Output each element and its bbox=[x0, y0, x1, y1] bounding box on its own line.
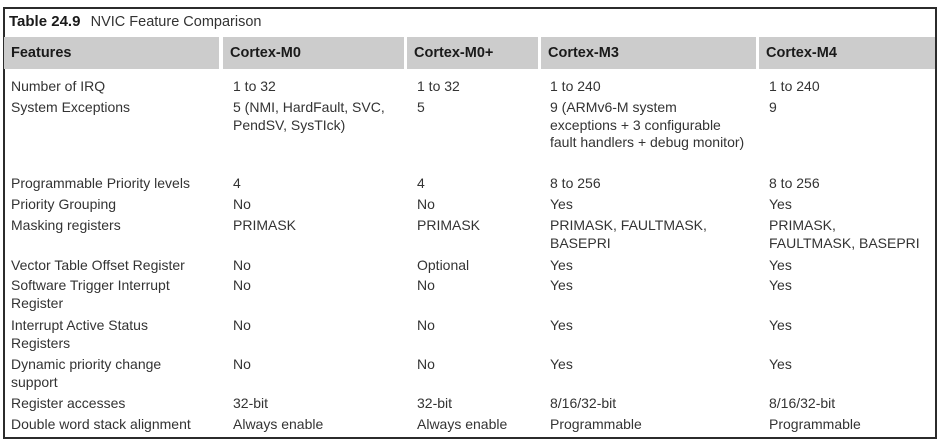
cell-m0: 5 (NMI, HardFault, SVC, PendSV, SysTIck) bbox=[233, 99, 385, 133]
table-number: Table 24.9 bbox=[9, 13, 81, 30]
cell-m4: Yes bbox=[769, 356, 792, 372]
cell-m0plus: Always enable bbox=[417, 416, 508, 432]
cell-m3: Yes bbox=[550, 317, 573, 333]
feature-name: Priority Grouping bbox=[11, 196, 117, 212]
feature-name: Software Trigger Interrupt Register bbox=[11, 277, 170, 311]
cell-m0plus: 4 bbox=[417, 175, 425, 191]
cell-m0: Always enable bbox=[233, 416, 324, 432]
cell-m0plus: No bbox=[417, 356, 435, 372]
cell-m0plus: 1 to 32 bbox=[417, 78, 460, 94]
cell-m3: 1 to 240 bbox=[550, 78, 601, 94]
feature-name: Vector Table Offset Register bbox=[11, 257, 185, 273]
cell-m0: No bbox=[233, 196, 251, 212]
cell-m3: 9 (ARMv6-M system exceptions + 3 configurable fault handlers + debug monitor) bbox=[550, 99, 745, 150]
cell-m4: 1 to 240 bbox=[769, 78, 820, 94]
cell-m0: PRIMASK bbox=[233, 217, 297, 233]
cell-m0plus: PRIMASK bbox=[417, 217, 481, 233]
header-cortex-m3: Cortex-M3 bbox=[541, 37, 756, 69]
cell-m0: 1 to 32 bbox=[233, 78, 276, 94]
feature-name: Masking registers bbox=[11, 217, 121, 233]
cell-m3: 8/16/32-bit bbox=[550, 395, 617, 411]
header-features: Features bbox=[4, 37, 219, 69]
cell-m0plus: 5 bbox=[417, 99, 425, 115]
cell-m0: 32-bit bbox=[233, 395, 269, 411]
feature-name: Interrupt Active Status Registers bbox=[11, 317, 148, 351]
feature-name: System Exceptions bbox=[11, 99, 131, 115]
cell-m0plus: 32-bit bbox=[417, 395, 453, 411]
cell-m3: Yes bbox=[550, 277, 573, 293]
cell-m3: Programmable bbox=[550, 416, 642, 432]
header-cortex-m0plus: Cortex-M0+ bbox=[407, 37, 538, 69]
cell-m3: Yes bbox=[550, 257, 573, 273]
cell-m0plus: Optional bbox=[417, 257, 470, 273]
feature-name: Programmable Priority levels bbox=[11, 175, 190, 191]
cell-m4: 8 to 256 bbox=[769, 175, 820, 191]
feature-name: Register accesses bbox=[11, 395, 126, 411]
header-cortex-m0: Cortex-M0 bbox=[223, 37, 404, 69]
cell-m4: 8/16/32-bit bbox=[769, 395, 836, 411]
cell-m0plus: No bbox=[417, 317, 435, 333]
cell-m3: PRIMASK, FAULTMASK, BASEPRI bbox=[550, 217, 707, 251]
cell-m0: No bbox=[233, 257, 251, 273]
cell-m0plus: No bbox=[417, 277, 435, 293]
cell-m0plus: No bbox=[417, 196, 435, 212]
cell-m3: Yes bbox=[550, 196, 573, 212]
table-title: NVIC Feature Comparison bbox=[90, 14, 262, 30]
cell-m4: Programmable bbox=[769, 416, 861, 432]
cell-m4: Yes bbox=[769, 317, 792, 333]
header-cortex-m4: Cortex-M4 bbox=[759, 37, 935, 69]
feature-name: Dynamic priority change support bbox=[11, 356, 162, 390]
cell-m0: No bbox=[233, 277, 251, 293]
cell-m4: Yes bbox=[769, 277, 792, 293]
table-caption bbox=[9, 13, 261, 30]
cell-m0: No bbox=[233, 317, 251, 333]
cell-m0: No bbox=[233, 356, 251, 372]
cell-m4: Yes bbox=[769, 257, 792, 273]
table-header-row bbox=[4, 37, 935, 69]
cell-m3: Yes bbox=[550, 356, 573, 372]
cell-m4: Yes bbox=[769, 196, 792, 212]
feature-name: Double word stack alignment bbox=[11, 416, 191, 432]
cell-m4: PRIMASK, FAULTMASK, BASEPRI bbox=[769, 217, 920, 251]
cell-m4: 9 bbox=[769, 99, 777, 115]
cell-m3: 8 to 256 bbox=[550, 175, 601, 191]
cell-m0: 4 bbox=[233, 175, 241, 191]
feature-name: Number of IRQ bbox=[11, 78, 106, 94]
